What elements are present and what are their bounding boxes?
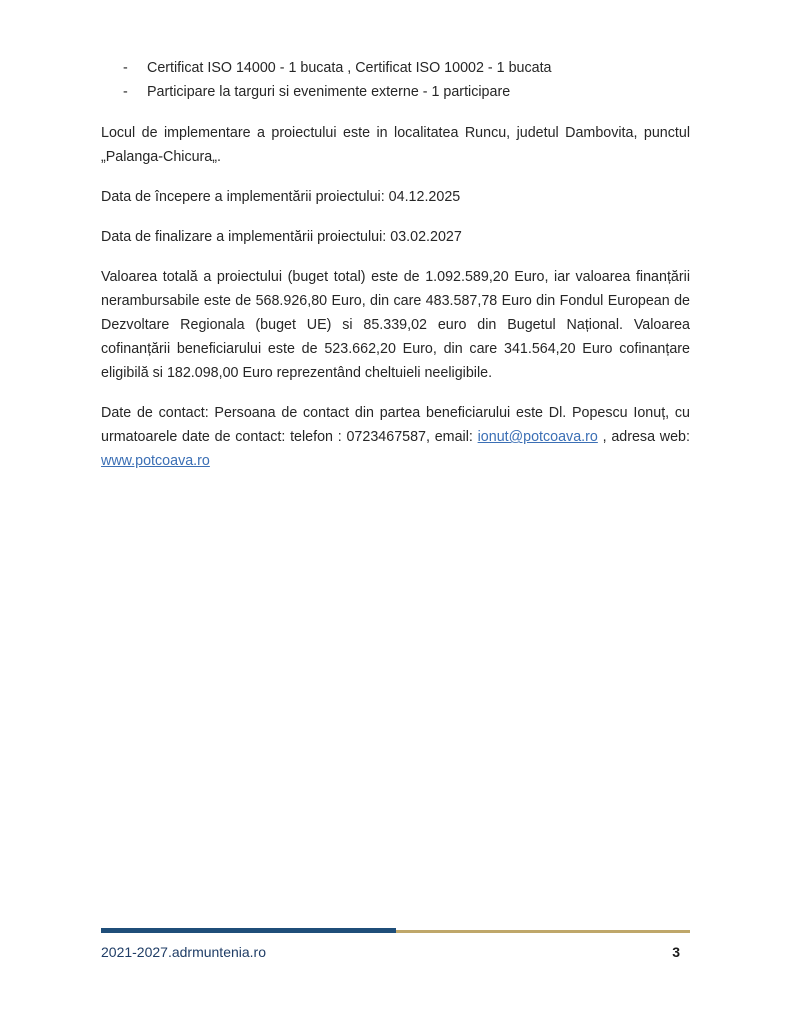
- footer-row: [101, 942, 690, 962]
- spacer: [101, 178, 690, 185]
- footer-rule-tan-segment: [396, 930, 691, 933]
- paragraph-budget: Valoarea totală a proiectului (buget total) este de 1.092.589,20 Euro, iar valoarea finanțării nerambursabile este de 568.926,80 Euro, din care 483.587,78 Euro din Fondul European de Dezvoltare Regionala (buget UE) si 85.339,02 euro din Bugetul Național. Valoarea cofinanțării beneficiarului este de 523.662,20 Euro, din care 341.564,20 Euro cofinanțare eligibilă si 182.098,00 Euro reprezentând cheltuieli neeligibile.: [101, 269, 690, 381]
- contact-prefix-text: Date de contact: Persoana de contact din partea beneficiarului este Dl. Popescu Ionuț, cu urmatoarele date de contact: telefon : 0723467587, email:: [101, 405, 690, 445]
- paragraph-contact: [101, 401, 690, 473]
- spacer: [101, 114, 690, 121]
- list-item: [101, 80, 690, 104]
- spacer: [101, 258, 690, 265]
- spacer: [101, 394, 690, 401]
- paragraph-end-date: Data de finalizare a implementării proiectului: 03.02.2027: [101, 229, 462, 245]
- email-link[interactable]: ionut@potcoava.ro: [477, 429, 598, 445]
- website-link[interactable]: www.potcoava.ro: [101, 453, 210, 469]
- list-item-label: Participare la targuri si evenimente externe - 1 participare: [147, 84, 511, 100]
- footer-site-label: 2021-2027.adrmuntenia.ro: [101, 944, 267, 960]
- dash-marker-icon: -: [123, 60, 128, 76]
- document-body: [101, 56, 690, 473]
- list-item-label: Certificat ISO 14000 - 1 bucata , Certificat ISO 10002 - 1 bucata: [147, 60, 552, 76]
- page-footer: [101, 928, 690, 962]
- page-number: 3: [672, 944, 680, 960]
- paragraph-implementation-location: Locul de implementare a proiectului este in localitatea Runcu, judetul Dambovita, punctul „Palanga-Chicura„.: [101, 125, 690, 165]
- deliverables-list: [101, 56, 690, 104]
- list-item: [101, 56, 690, 80]
- paragraph-start-date: Data de începere a implementării proiectului: 04.12.2025: [101, 189, 461, 205]
- spacer: [101, 218, 690, 225]
- footer-divider: [101, 928, 690, 936]
- footer-rule-blue-segment: [101, 928, 396, 933]
- dash-marker-icon: -: [123, 84, 128, 100]
- contact-middle-text: , adresa web:: [597, 429, 690, 445]
